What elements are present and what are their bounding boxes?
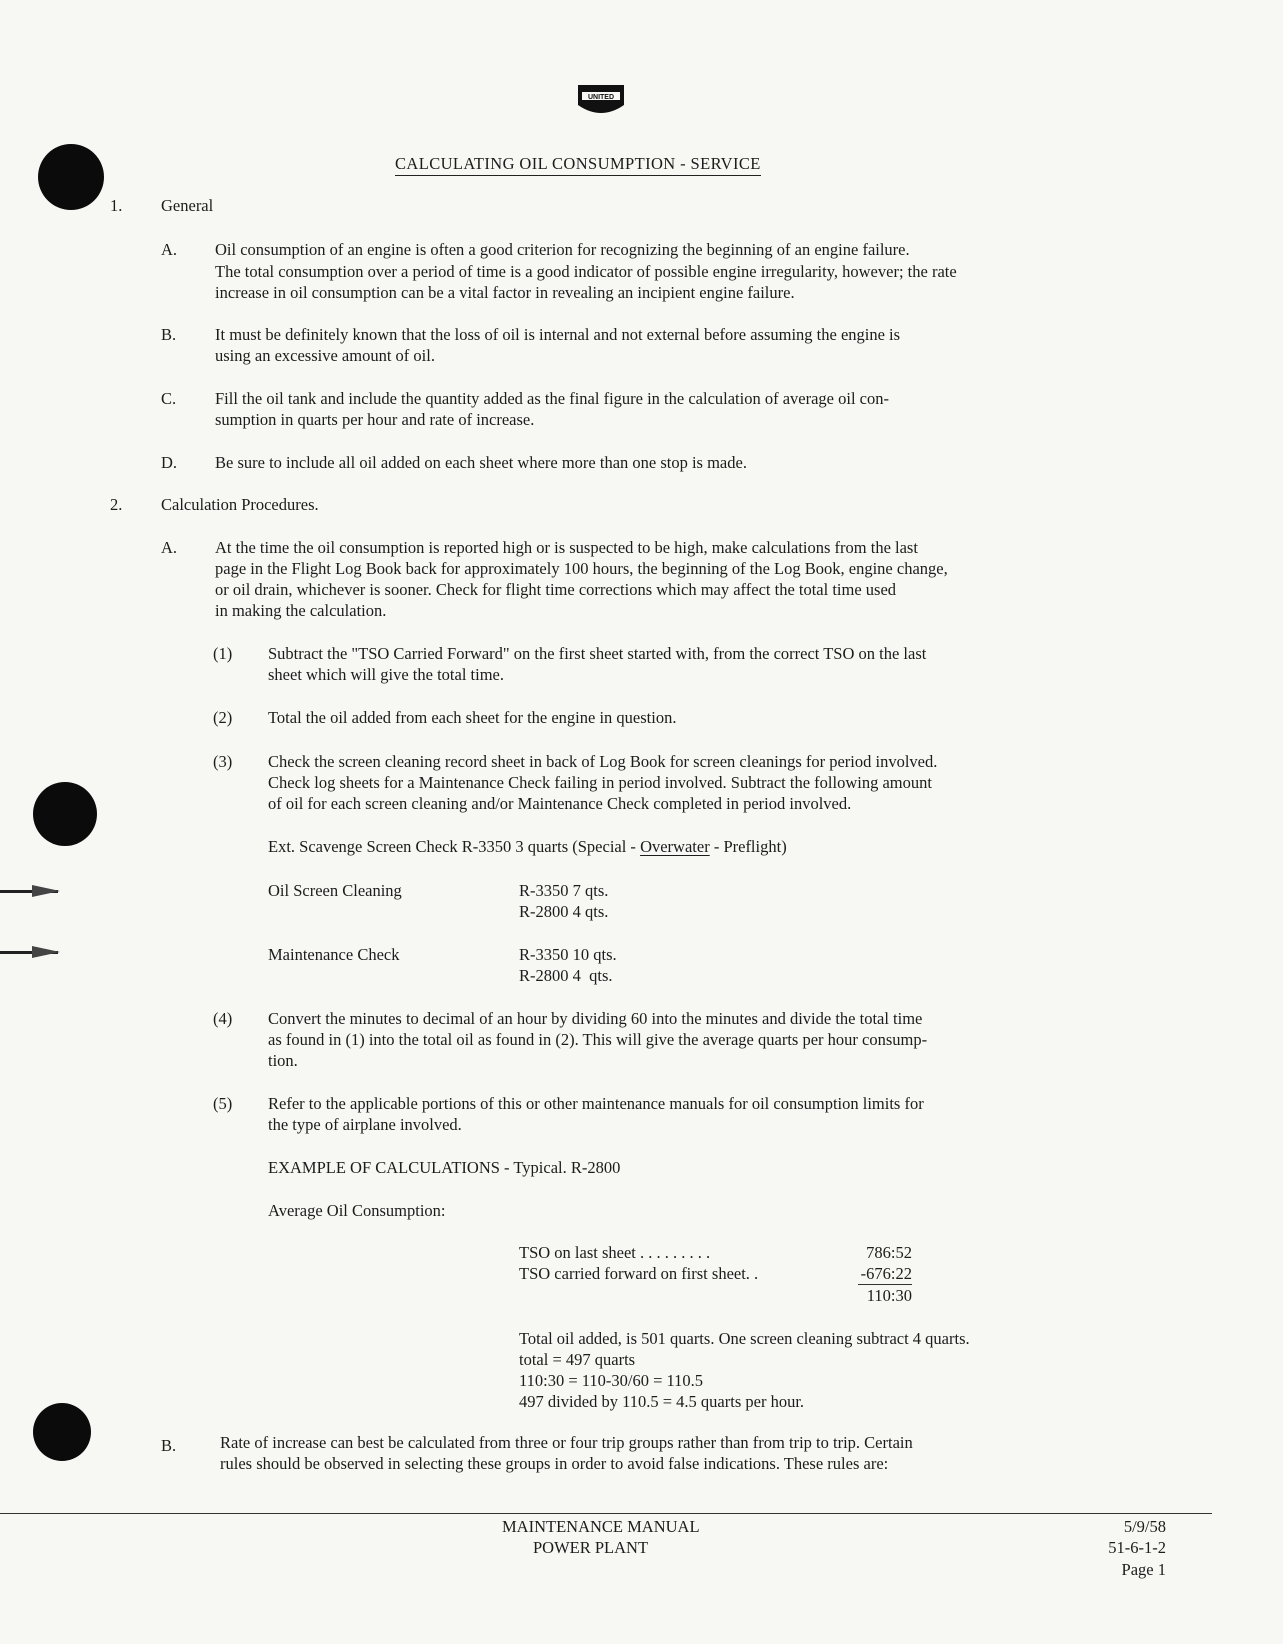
- punch-hole-middle: [33, 782, 97, 846]
- paragraph-line: in making the calculation.: [215, 601, 387, 620]
- step-number: (1): [213, 644, 233, 663]
- scavenge-screen-check: [268, 836, 787, 857]
- step-number: (5): [213, 1094, 233, 1113]
- step-number: (2): [213, 708, 233, 727]
- paragraph-line: or oil drain, whichever is sooner. Check for flight time corrections which may affect the total time used: [215, 580, 897, 599]
- footer-date: 5/9/58: [1123, 1517, 1166, 1536]
- footer-number: 51-6-1-2: [1108, 1538, 1166, 1557]
- paragraph-line: Rate of increase can best be calculated from three or four trip groups rather than from trip to trip. Certain: [220, 1433, 913, 1452]
- punch-hole-bottom: [33, 1403, 91, 1461]
- section-number: 2.: [110, 495, 123, 514]
- oil-screen-label: Oil Screen Cleaning: [268, 881, 402, 900]
- scavenge-pre: Ext. Scavenge Screen Check R-3350 3 quarts (Special -: [268, 837, 641, 856]
- paragraph-line: Check the screen cleaning record sheet in back of Log Book for screen cleanings for period involved.: [268, 752, 938, 771]
- paragraph-line: Fill the oil tank and include the quantity added as the final figure in the calculation of average oil con-: [215, 389, 889, 408]
- calc-line: total = 497 quarts: [519, 1350, 636, 1369]
- footer-manual: MAINTENANCE MANUAL: [502, 1517, 700, 1536]
- page-title: CALCULATING OIL CONSUMPTION - SERVICE: [395, 154, 761, 176]
- paragraph-line: It must be definitely known that the loss of oil is internal and not external before assuming the engine is: [215, 325, 901, 344]
- item-label: D.: [161, 453, 178, 472]
- paragraph-line: The total consumption over a period of time is a good indicator of possible engine irregularity, however; the rate: [215, 262, 957, 281]
- calc-line: 110:30 = 110-30/60 = 110.5: [519, 1371, 704, 1390]
- item-label: C.: [161, 389, 177, 408]
- section-number: 1.: [110, 196, 123, 215]
- maint-check-value: R-2800 4 qts.: [519, 966, 613, 985]
- paragraph-line: increase in oil consumption can be a vital factor in revealing an incipient engine failure.: [215, 283, 795, 302]
- scavenge-post: - Preflight): [709, 837, 787, 856]
- item-label: B.: [161, 1436, 177, 1455]
- section-heading: General: [161, 196, 214, 215]
- section-heading: Calculation Procedures.: [161, 495, 319, 514]
- paragraph-line: as found in (1) into the total oil as found in (2). This will give the average quarts per hour consump-: [268, 1030, 928, 1049]
- tso-last-label: TSO on last sheet . . . . . . . . .: [519, 1243, 711, 1262]
- paragraph-line: Refer to the applicable portions of this or other maintenance manuals for oil consumption limits for: [268, 1094, 924, 1113]
- calc-line: 497 divided by 110.5 = 4.5 quarts per hour.: [519, 1392, 805, 1411]
- step-number: (4): [213, 1009, 233, 1028]
- tso-forward-value: -676:22: [860, 1264, 912, 1283]
- item-label: B.: [161, 325, 177, 344]
- united-logo-icon: [576, 83, 626, 119]
- paragraph-line: Oil consumption of an engine is often a good criterion for recognizing the beginning of an engine failure.: [215, 240, 910, 259]
- step-number: (3): [213, 752, 233, 771]
- paragraph-line: the type of airplane involved.: [268, 1115, 462, 1134]
- paragraph-line: Subtract the "TSO Carried Forward" on the first sheet started with, from the correct TSO on the last: [268, 644, 927, 663]
- punch-hole-top: [38, 144, 104, 210]
- oil-screen-value: R-3350 7 qts.: [519, 881, 609, 900]
- item-label: A.: [161, 240, 178, 259]
- paragraph-line: page in the Flight Log Book back for approximately 100 hours, the beginning of the Log Book, engine change,: [215, 559, 948, 578]
- tso-forward-label: TSO carried forward on first sheet. .: [519, 1264, 759, 1283]
- paragraph-line: tion.: [268, 1051, 298, 1070]
- paragraph-line: At the time the oil consumption is reported high or is suspected to be high, make calculations from the last: [215, 538, 918, 557]
- footer-page: Page 1: [1121, 1560, 1166, 1579]
- item-label: A.: [161, 538, 178, 557]
- calc-line: Total oil added, is 501 quarts. One screen cleaning subtract 4 quarts.: [519, 1329, 970, 1348]
- margin-arrow-icon: [0, 890, 58, 893]
- maint-check-value: R-3350 10 qts.: [519, 945, 617, 964]
- oil-screen-value: R-2800 4 qts.: [519, 902, 609, 921]
- paragraph-line: rules should be observed in selecting these groups in order to avoid false indications. These rules are:: [220, 1454, 889, 1473]
- example-heading: EXAMPLE OF CALCULATIONS - Typical. R-2800: [268, 1158, 621, 1177]
- paragraph-line: Check log sheets for a Maintenance Check failing in period involved. Subtract the following amount: [268, 773, 932, 792]
- paragraph-line: sheet which will give the total time.: [268, 665, 504, 684]
- paragraph-line: using an excessive amount of oil.: [215, 346, 435, 365]
- tso-last-value: 786:52: [866, 1243, 912, 1262]
- paragraph-line: Total the oil added from each sheet for the engine in question.: [268, 708, 677, 727]
- scavenge-underlined: Overwater: [640, 837, 710, 856]
- paragraph-line: sumption in quarts per hour and rate of increase.: [215, 410, 535, 429]
- svg-text:UNITED: UNITED: [587, 94, 615, 101]
- example-subheading: Average Oil Consumption:: [268, 1201, 446, 1220]
- footer-section: POWER PLANT: [533, 1538, 649, 1557]
- maint-check-label: Maintenance Check: [268, 945, 400, 964]
- paragraph-line: of oil for each screen cleaning and/or Maintenance Check completed in period involved.: [268, 794, 852, 813]
- paragraph-line: Convert the minutes to decimal of an hour by dividing 60 into the minutes and divide the total time: [268, 1009, 923, 1028]
- tso-total-value: 110:30: [866, 1286, 912, 1305]
- paragraph-line: Be sure to include all oil added on each sheet where more than one stop is made.: [215, 453, 747, 472]
- margin-arrow-icon: [0, 951, 58, 954]
- footer-rule: [0, 1513, 1212, 1514]
